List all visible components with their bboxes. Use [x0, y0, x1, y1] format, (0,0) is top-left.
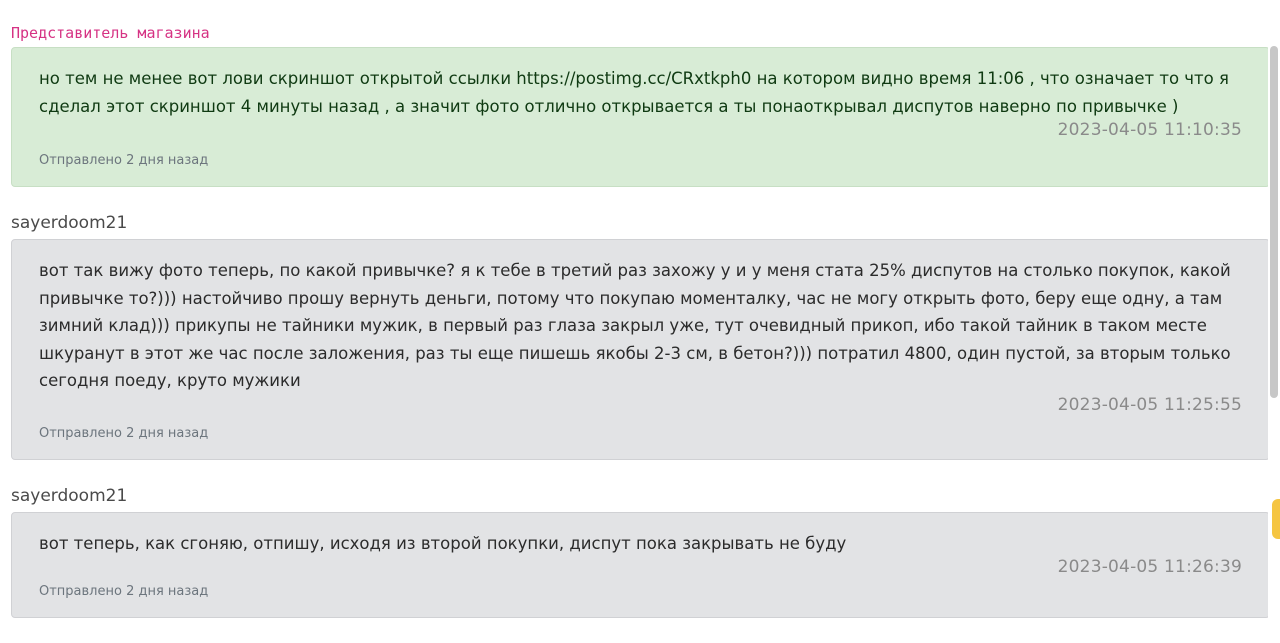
message-author-seller: Представитель магазина — [11, 24, 210, 42]
message-sent-status: Отправлено 2 дня назад — [39, 153, 209, 168]
message-author-buyer: sayerdoom21 — [11, 213, 128, 233]
message-sent-status: Отправлено 2 дня назад — [39, 425, 209, 441]
message-bubble-seller — [11, 47, 1270, 187]
message-footer — [39, 120, 1242, 168]
message-timestamp: 2023-04-05 11:26:39 — [1057, 557, 1242, 577]
scrollbar-thumb[interactable] — [1270, 46, 1278, 398]
message-text: вот так вижу фото теперь, по какой привычке? я к тебе в третий раз захожу у и у меня стата 25% диспутов на столько покупок, какой привычке то?))) настойчиво прошу вернуть деньги, потому что покупаю моменталку, час не могу открыть фото, беру еще одну, а там зимний клад))) прикупы не тайники мужик, в первый раз глаза закрыл уже, тут очевидный прикоп, ибо такой тайник в таком месте шкуранут в этот же час после заложения, раз ты еще пишешь якобы 2-3 см, в бетон?))) потратил 4800, один пустой, за вторым только сегодня поеду, круто мужики — [39, 261, 1231, 390]
message-sent-status: Отправлено 2 дня назад — [39, 584, 209, 599]
message-footer — [39, 395, 1242, 441]
message-timestamp: 2023-04-05 11:10:35 — [1057, 120, 1242, 140]
message-footer — [39, 557, 1242, 599]
message-text: но тем не менее вот лови скриншот открытой ссылки https://postimg.cc/CRxtkph0 на котором видно время 11:06 , что означает то что я сделал этот скриншот 4 минуты назад , а значит фото отлично открывается а ты понаоткрывал диспутов наверно по привычке ) — [39, 69, 1229, 116]
message-bubble-buyer — [11, 239, 1270, 460]
message-author-buyer: sayerdoom21 — [11, 485, 128, 506]
message-timestamp: 2023-04-05 11:25:55 — [1057, 394, 1242, 415]
message-bubble-buyer — [11, 512, 1270, 619]
side-widget-tab[interactable] — [1272, 499, 1280, 539]
message-thread — [11, 18, 1270, 643]
message-text: вот теперь, как сгоняю, отпишу, исходя из второй покупки, диспут пока закрывать не буду — [39, 533, 847, 553]
